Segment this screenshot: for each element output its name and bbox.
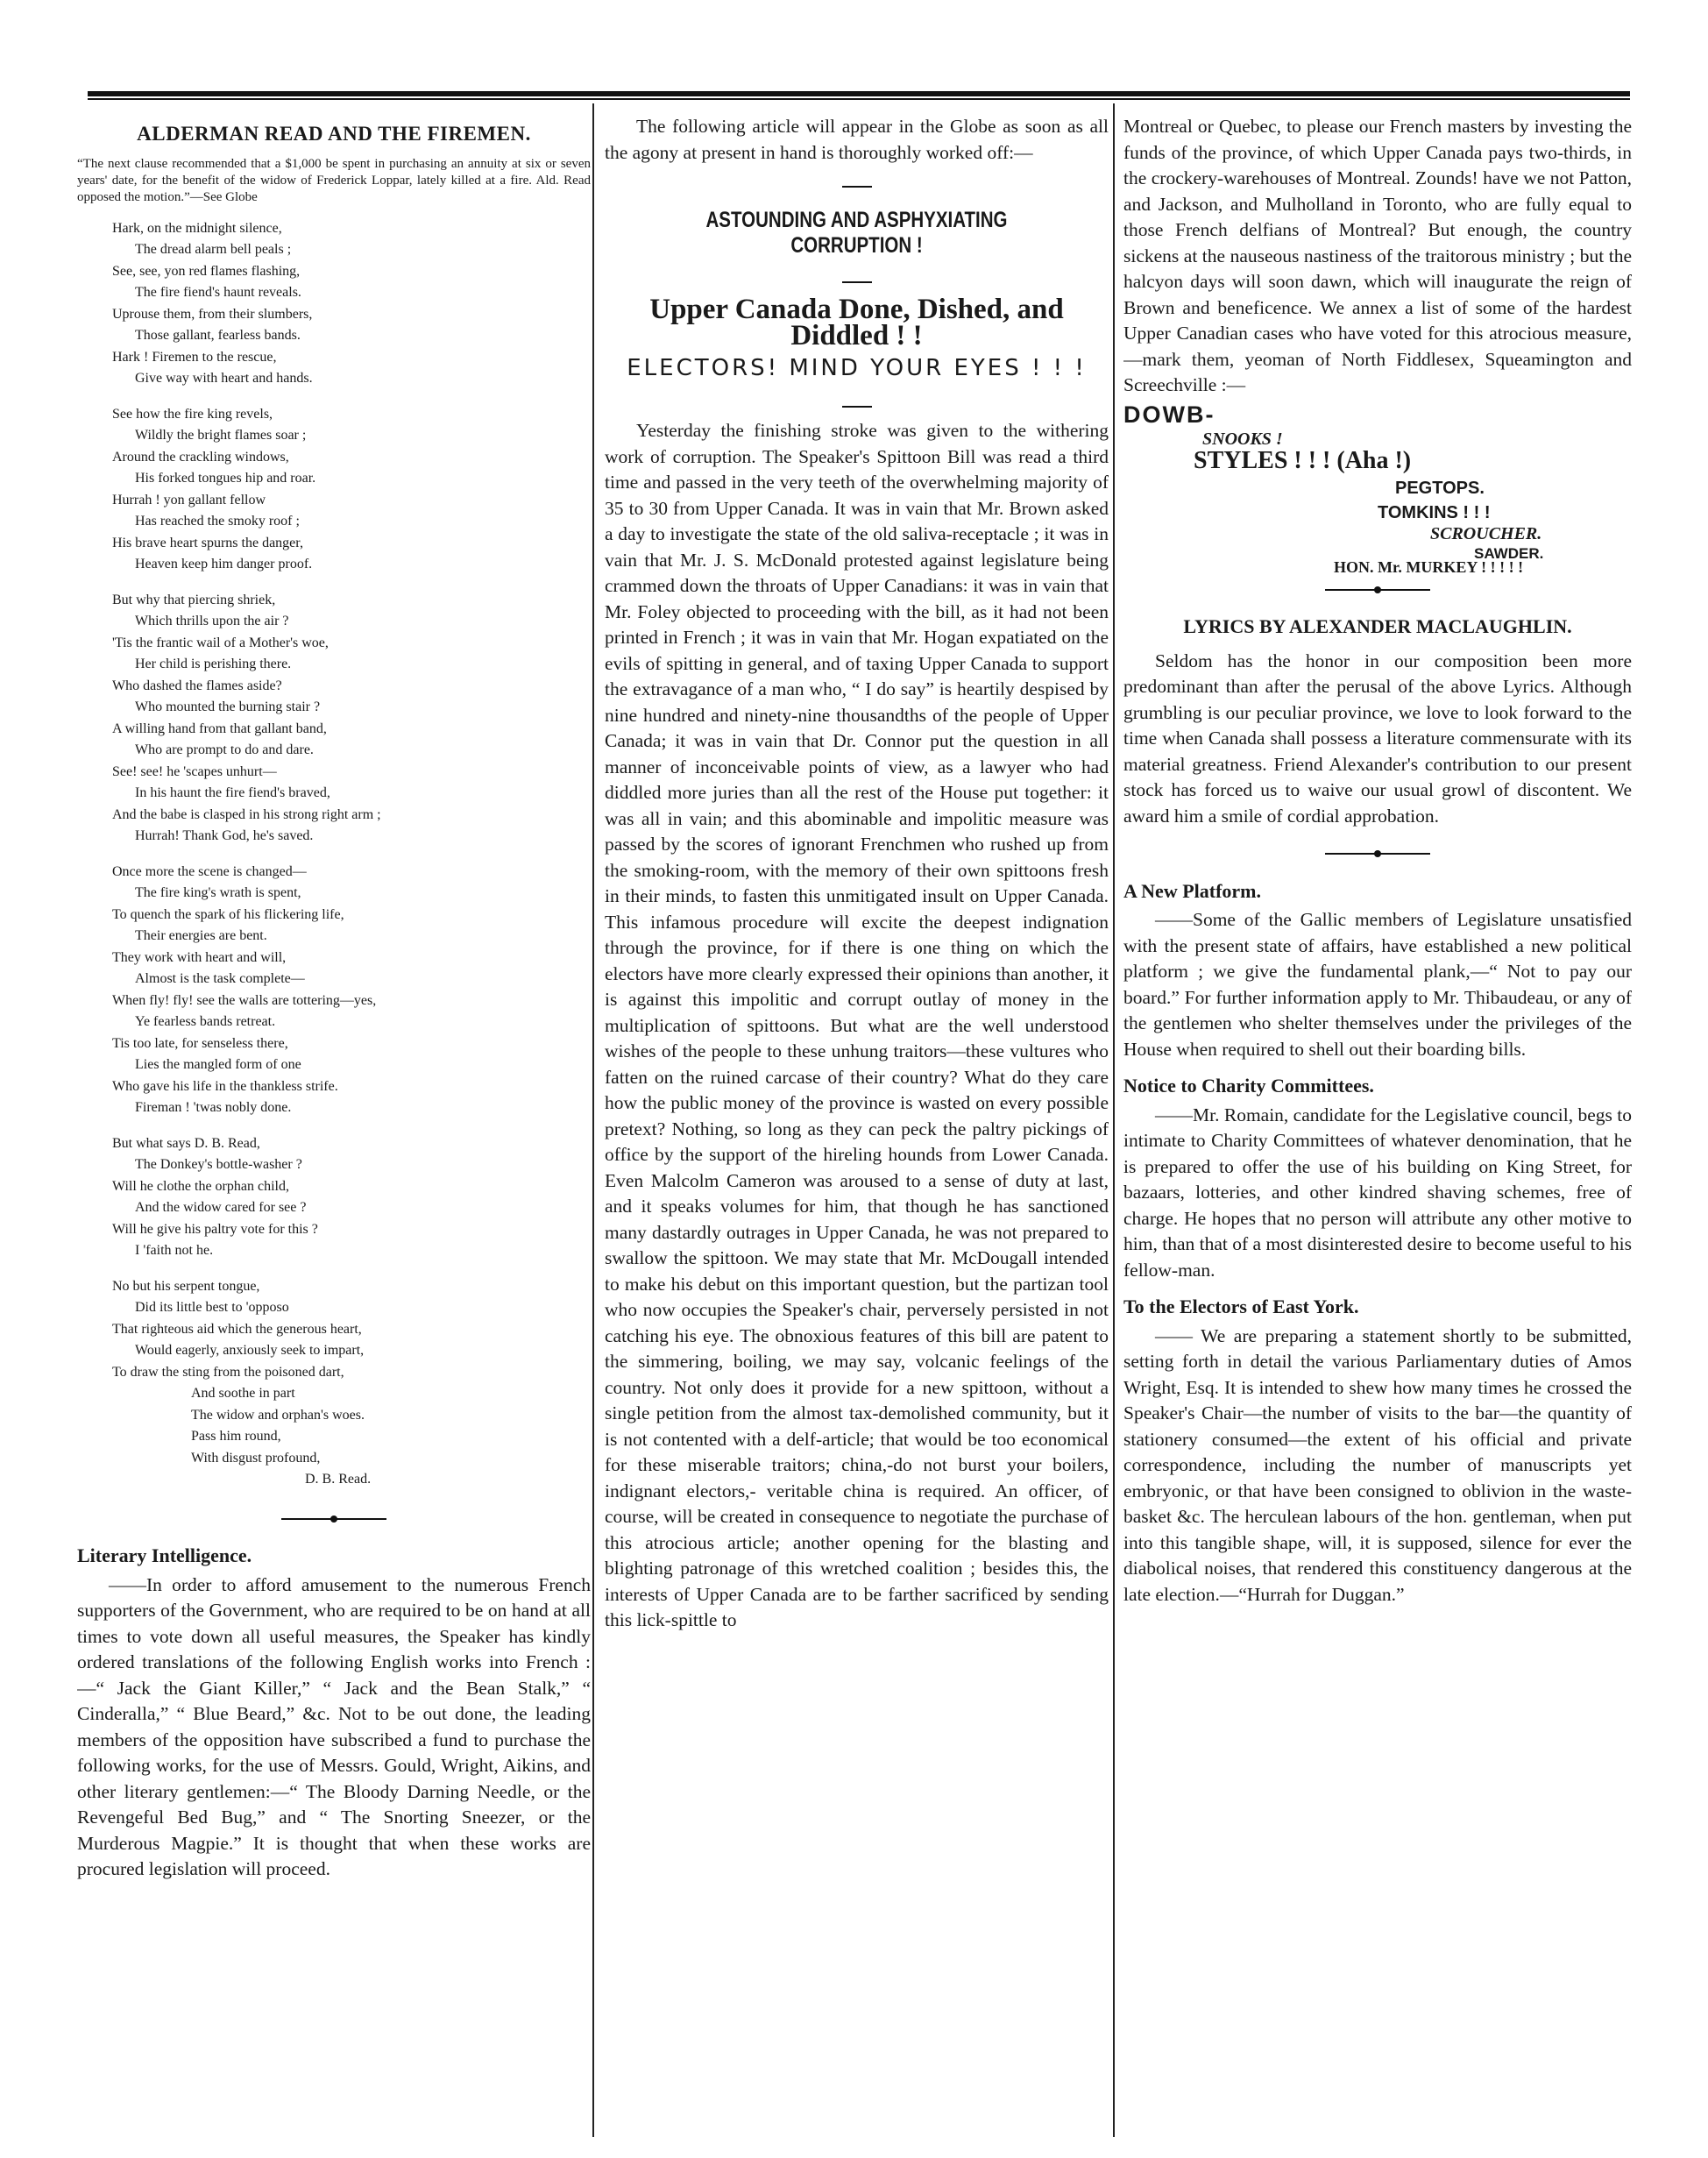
epigraph: “The next clause recommended that a $1,000 be spent in purchasing an annuity at six or seven years' date, for the benefit of the widow of Frederick Loppar, lately killed at a fire. Ald. Read opposed the motion.”—See Globe <box>77 156 591 204</box>
names-list <box>1123 399 1632 576</box>
top-border-rule-thin <box>88 98 1630 100</box>
poem-stanza <box>112 862 591 1119</box>
poem-line: Those gallant, fearless bands. <box>135 328 301 343</box>
poem-line: The widow and orphan's woes. <box>191 1407 365 1423</box>
poem-line: The fire fiend's haunt reveals. <box>135 285 301 300</box>
poem-line: Which thrills upon the air ? <box>135 614 289 628</box>
article-intro: The following article will appear in the Globe as soon as all the agony at present in hand is thoroughly worked off:— <box>605 116 1109 163</box>
poem-line: But what says D. B. Read, <box>112 1135 260 1151</box>
section-heading: LYRICS BY ALEXANDER MACLAUGHLIN. <box>1183 615 1572 637</box>
article-body: Montreal or Quebec, to please our French masters by investing the funds of the province, of which Upper Canada pays two-thirds, in the crockery-warehouses of Montreal. Zounds! have we not Patton, and Jackson, and Mulholland in Toronto, who are fully equal to those French delfians of Montreal? But enough, the country sickens at the nauseous nastiness of the traitorous ministry ; but the halcyon days will soon dawn, which will inaugurate the reign of Brown and beneficence. We annex a list of some of the hardest Upper Canadian cases who have voted for this atrocious measure,—mark them, yeoman of North Fiddlesex, Squeamington and Screechville :— <box>1123 116 1632 395</box>
poem-line: Uprouse them, from their slumbers, <box>112 306 313 322</box>
poem-line: Their energies are bent. <box>135 928 267 943</box>
poem-line: When fly! fly! see the walls are tottering—yes, <box>112 992 377 1008</box>
section-heading: To the Electors of East York. <box>1123 1296 1359 1317</box>
poem <box>112 218 591 1491</box>
poem-stanza <box>112 404 591 576</box>
poem-line: Who dashed the flames aside? <box>112 678 282 693</box>
poem-stanza <box>112 1133 591 1262</box>
column-divider <box>592 103 594 2137</box>
poem-line: The fire king's wrath is spent, <box>135 885 301 900</box>
poem-line: And the babe is clasped in his strong right arm ; <box>112 806 381 822</box>
column-divider <box>1113 103 1115 2137</box>
poem-line: See how the fire king revels, <box>112 406 273 422</box>
poem-line: With disgust profound, <box>191 1450 321 1466</box>
poem-line: Once more the scene is changed— <box>112 863 307 879</box>
ornament-divider <box>77 1505 591 1531</box>
poem-line: To draw the sting from the poisoned dart, <box>112 1364 344 1380</box>
poem-line: Who mounted the burning stair ? <box>135 699 321 714</box>
poem-line: A willing hand from that gallant band, <box>112 721 327 736</box>
headline: Upper Canada Done, Dished, and Diddled ! ! <box>649 294 1064 351</box>
name-entry: PEGTOPS. <box>1395 478 1485 498</box>
poem-line: Heaven keep him danger proof. <box>135 557 313 571</box>
poem-line: To quench the spark of his flickering life, <box>112 906 344 922</box>
poem-line: Hark ! Firemen to the rescue, <box>112 349 277 365</box>
poem-line: Her child is perishing there. <box>135 657 292 671</box>
poem-line: Wildly the bright flames soar ; <box>135 428 307 443</box>
poem-line: Lies the mangled form of one <box>135 1057 301 1072</box>
section-heading: Literary Intelligence. <box>77 1544 252 1566</box>
poem-line: Hurrah! Thank God, he's saved. <box>135 828 314 843</box>
poem-line: The dread alarm bell peals ; <box>135 242 292 257</box>
poem-line: Hurrah ! yon gallant fellow <box>112 492 266 508</box>
poem-line: The Donkey's bottle-washer ? <box>135 1157 302 1172</box>
poem-line: Fireman ! 'twas nobly done. <box>135 1100 292 1115</box>
dash-divider <box>605 169 1109 195</box>
poem-line: 'Tis the frantic wail of a Mother's woe, <box>112 635 329 650</box>
article-body: ——In order to afford amusement to the numerous French supporters of the Government, who are required to be on hand at all times to vote down all useful measures, the Speaker has kindly ordered translations of the following English works into French :—“ Jack the Giant Killer,” “ Jack and the Bean Stalk,” “ Cinderalla,” “ Blue Beard,” &c. Not to be out done, the leading members of the opposition have subscribed a fund to purchase the following works, for the use of Messrs. Gould, Wright, Aikins, and other literary gentlemen:—“ The Bloody Darning Needle, or the Revengeful Bed Bug,” and “ The Snorting Sneezer, or the Murderous Magpie.” It is thought that when these works are procured legislation will proceed. <box>77 1573 591 1879</box>
poem-line: Tis too late, for senseless there, <box>112 1035 288 1051</box>
poem-line: And the widow cared for see ? <box>135 1200 307 1215</box>
article-title: ALDERMAN READ AND THE FIREMEN. <box>137 123 531 145</box>
name-entry: HON. Mr. MURKEY ! ! ! ! ! <box>1334 557 1524 576</box>
poem-line: They work with heart and will, <box>112 949 287 965</box>
poem-line: His forked tongues hip and roar. <box>135 471 316 486</box>
dash-divider <box>605 265 1109 291</box>
poem-line: Almost is the task complete— <box>135 971 305 986</box>
article-body: Yesterday the finishing stroke was given to the withering work of corruption. The Speaker's Spittoon Bill was read a third time and passed in the very teeth of the overwhelming majority of 35 to 30 from Upper Canada. It was in vain that Mr. Brown asked a day to investigate the state of the old saliva-receptacle ; it was in vain that Mr. J. S. McDonald protested against legislature being crammed down the throats of Upper Canadians: it was in vain that Mr. Foley objected to proceeding with the bill, as it had not been printed in French ; it was in vain that Mr. Hogan expatiated on the evils of spitting in general, and of taxing Upper Canada to support the extravagance of a man who, “ I do say” is heartily despised by nine hundred and ninety-nine thousandths of the people of Upper Canada; it was in vain that Dr. Connor put the question in all manner of inconceivable points of view, as a lawyer who had diddled more juries than all the rest of the House put together: it was all in vain; and this abominable and impolitic measure was passed by the scores of ignorant Frenchmen who rushed up from the smoking-room, with the memory of their own spittoons fresh in their minds, to fasten this unmitigated insult on Upper Canada. This infamous procedure will excite the deepest indignation through the province, for if there is one thing on which the electors have more clearly expressed their opinions than another, it is against this impolitic and corrupt outlay of money in the multiplication of spittoons. But what are the well understood wishes of the people to these unhung traitors—these vultures who fatten on the ruined carcase of their country? What do they care how the public money of the province is wasted on every possible pretext? Nothing, so long as they can peck the paltry pickings of office by the support of the hireling hounds from Lower Canada. Even Malcolm Cameron was aroused to a sense of duty at last, and it speaks volumes for him, that though he has sanctioned many dastardly outrages in Upper Canada, he was not prepared to swallow the spittoon. We may state that Mr. McDougall intended to make his debut on this important question, but the partizan tool who now occupies the Speaker's chair, perversely persisted in not catching his eye. The obnoxious features of this bill are patent to the simmering, boiling, we may say, volcanic feelings of the country. Not only does it provide for a new spittoon, without a single petition from the almost tax-demolished community, but it is not contented with a delf-article; that would be too economical for these miserable traitors; china,-do not burst your boilers, indignant electors,- veritable china is required. An officer, of course, will be created in consequence to negotiate the purchase of this atrocious article; another opening for the blasting and blighting patronage of this wretched coalition ; besides this, the interests of Upper Canada are to be farther sacrificed by sending this lick-spittle to <box>605 420 1109 1630</box>
poem-line: Will he give his paltry vote for this ? <box>112 1221 318 1237</box>
name-entry: SNOOKS ! <box>1202 429 1283 449</box>
poem-line: That righteous aid which the generous heart, <box>112 1321 362 1337</box>
name-entry: TOMKINS ! ! ! <box>1378 502 1491 522</box>
poem-line: Ye fearless bands retreat. <box>135 1014 276 1029</box>
poem-line: Did its little best to 'opposo <box>135 1300 289 1315</box>
poem-line: See, see, yon red flames flashing, <box>112 263 301 279</box>
section-heading: A New Platform. <box>1123 879 1262 902</box>
poem-line: Give way with heart and hands. <box>135 371 313 386</box>
section-heading: Notice to Charity Committees. <box>1123 1075 1374 1097</box>
poem-line: Hark, on the midnight silence, <box>112 220 282 236</box>
name-entry: SAWDER. <box>1474 544 1544 562</box>
article-body: Seldom has the honor in our composition been more predominant than after the perusal of the above Lyrics. Although grumbling is our peculiar province, we love to look forward to the time when Canada shall possess a literature commensurate with its material greatness. Friend Alexander's contribution to our present stock has forced us to waive our usual growl of discontent. We award him a smile of cordial approbation. <box>1123 650 1632 827</box>
poem-line: Has reached the smoky roof ; <box>135 514 300 529</box>
poem-line: And soothe in part <box>191 1386 295 1401</box>
column-3 <box>1123 114 1632 2147</box>
headline: ELECTORS! MIND YOUR EYES ! ! ! <box>627 355 1087 381</box>
poem-line: His brave heart spurns the danger, <box>112 535 303 550</box>
ornament-divider <box>1123 840 1632 866</box>
dash-divider <box>605 389 1109 415</box>
name-entry: DOWB- <box>1123 401 1215 428</box>
article-body: ——Mr. Romain, candidate for the Legislative council, begs to intimate to Charity Committees of whatever denomination, that he is prepared to offer the use of his building on King Street, for bazaars, lotteries, and other kindred shaving schemes, free of charge. He hopes that no person will attribute any other motive to him, than that of a most disinterested desire to become useful to his fellow-man. <box>1123 1104 1632 1281</box>
poem-line: No but his serpent tongue, <box>112 1278 260 1294</box>
poem-line: Around the crackling windows, <box>112 449 289 465</box>
article-body: ——Some of the Gallic members of Legislature unsatisfied with the present state of affairs, have established a new political platform ; we give the fundamental plank,—“ Not to pay our board.” For further information apply to Mr. Thibaudeau, or any of the gentlemen who shelter themselves under the privileges of the House when required to shell out their boarding bills. <box>1123 909 1632 1060</box>
article-body: —— We are preparing a statement shortly to be submitted, setting forth in detail the various Parliamentary duties of Amos Wright, Esq. It is intended to shew how many times he crossed the Speaker's Chair—the number of visits to the bar—the quantity of stationery consumed—the extent of his official and private correspondence, including the number of manuscripts yet embryonic, or that have been consigned to oblivion in the waste-basket &c. The herculean labours of the hon. gentleman, when put into this tangible shape, will, it is supposed, silence for ever the diabolical noises, that rendered this constituency dangerous at the late election.—“Hurrah for Duggan.” <box>1123 1324 1632 1605</box>
poem-line: I 'faith not he. <box>135 1243 214 1258</box>
poem-line: Who gave his life in the thankless strife. <box>112 1078 338 1094</box>
poem-line: But why that piercing shriek, <box>112 592 276 607</box>
headline: ASTOUNDING AND ASPHYXIATING CORRUPTION ! <box>705 207 1008 258</box>
poem-line: D. B. Read. <box>305 1472 372 1487</box>
top-border-rule <box>88 91 1630 96</box>
poem-line: See! see! he 'scapes unhurt— <box>112 763 277 779</box>
poem-line: Who are prompt to do and dare. <box>135 742 314 757</box>
poem-line: In his haunt the fire fiend's braved, <box>135 785 330 800</box>
name-entry: SCROUCHER. <box>1430 523 1542 543</box>
poem-stanza <box>112 1276 591 1491</box>
name-entry: STYLES ! ! ! (Aha !) <box>1194 446 1412 474</box>
poem-line: Pass him round, <box>191 1429 281 1444</box>
poem-stanza <box>112 590 591 848</box>
poem-line: Will he clothe the orphan child, <box>112 1178 289 1194</box>
column-2 <box>605 114 1109 2147</box>
column-1 <box>77 114 591 2147</box>
poem-line: Would eagerly, anxiously seek to impart, <box>135 1343 365 1358</box>
poem-stanza <box>112 218 591 390</box>
